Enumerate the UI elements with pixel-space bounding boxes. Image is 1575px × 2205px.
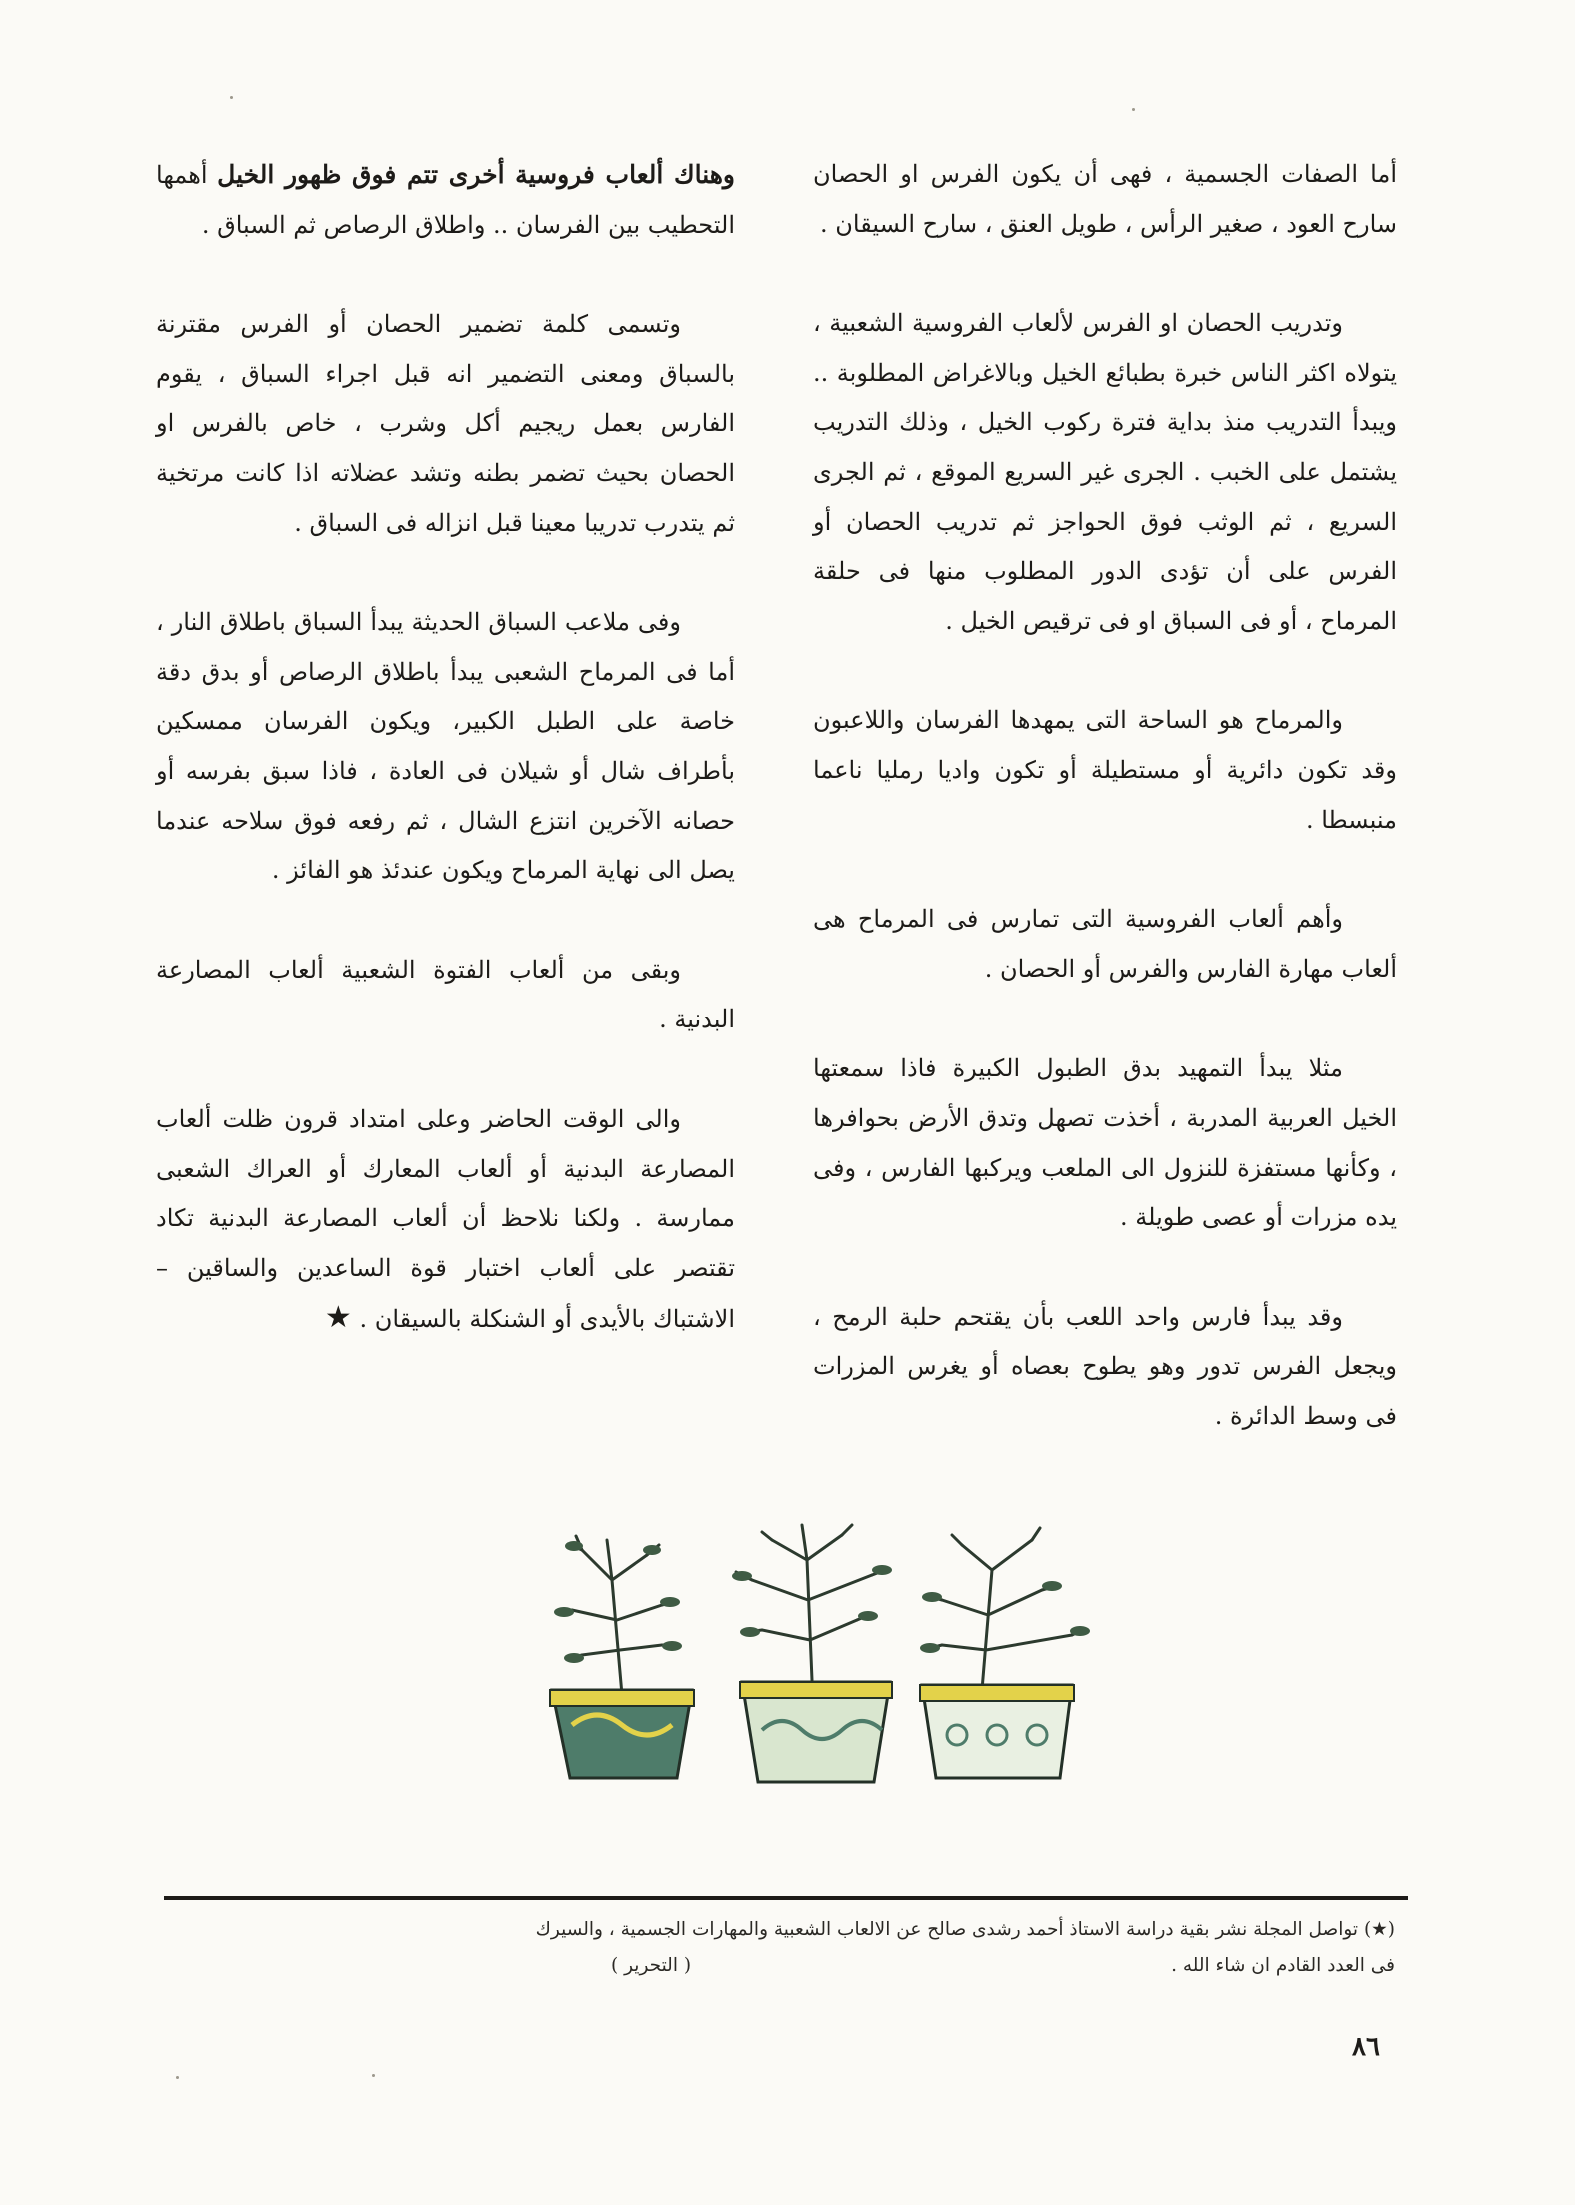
scan-speck	[176, 2076, 179, 2079]
paragraph: والمرماح هو الساحة التى يمهدها الفرسان واللاعبون وقد تكون دائرية أو مستطيلة أو تكون واديا رمليا ناعما منبسطا .	[813, 706, 1397, 834]
paragraph-text: والى الوقت الحاضر وعلى امتداد قرون ظلت ألعاب المصارعة البدنية أو ألعاب المعارك أو العراك الشعبى ممارسة . ولكنا نلاحظ أن ألعاب المصارعة البدنية تكاد تقتصر على ألعاب اختبار قوة الساعدين والساقين – الاشتباك بالأيدى أو الشنكلة بالسيقان .	[156, 1104, 735, 1334]
scan-speck	[1132, 108, 1135, 111]
footnote-divider	[164, 1896, 1408, 1900]
paragraph: وتدريب الحصان او الفرس لألعاب الفروسية الشعبية ، يتولاه اكثر الناس خبرة بطبائع الخيل وبالاغراض المطلوبة .. ويبدأ التدريب منذ بداية فترة ركوب الخيل ، وذلك التدريب يشتمل على الخبب . الجرى غير السريع الموقع ، ثم الجرى السريع ، ثم الوثب فوق الحواجز ثم تدريب الحصان أو الفرس على أن تؤدى الدور المطلوب منها فى حلقة المرماح ، أو فى السباق او فى ترقيص الخيل .	[813, 309, 1398, 635]
right-column	[813, 150, 1397, 1491]
end-star-icon: ★	[324, 1300, 352, 1336]
footnote	[167, 1912, 1395, 1984]
scan-speck	[230, 96, 233, 99]
paragraph: وقد يبدأ فارس واحد اللعب بأن يقتحم حلبة الرمح ، ويجعل الفرس تدور وهو يطوح بعصاه أو يغرس المزرات فى وسط الدائرة .	[813, 1302, 1397, 1430]
paragraph: أما الصفات الجسمية ، فهى أن يكون الفرس او الحصان سارح العود ، صغير الرأس ، طويل العنق ، سارح السيقان .	[813, 160, 1397, 238]
paragraph-lead: وهناك ألعاب فروسية أخرى تتم فوق ظهور الخيل	[217, 160, 735, 189]
footnote-line: (★) تواصل المجلة نشر بقية دراسة الاستاذ أحمد رشدى صالح عن الالعاب الشعبية والمهارات الجسمية ، والسيرك	[535, 1919, 1395, 1940]
flower-pots-illustration	[512, 1520, 1124, 1790]
paragraph: مثلا يبدأ التمهيد بدق الطبول الكبيرة فاذا سمعتها الخيل العربية المدربة ، أخذت تصهل وتدق الأرض بحوافرها ، وكأنها مستفزة للنزول الى الملعب ويركبها الفارس ، وفى يده مزرات أو عصى طويلة .	[813, 1054, 1397, 1232]
footnote-credit: ( التحرير )	[611, 1955, 692, 1976]
footnote-line: فى العدد القادم ان شاء الله .	[1171, 1955, 1395, 1976]
paragraph: وأهم ألعاب الفروسية التى تمارس فى المرماح هى ألعاب مهارة الفارس والفرس أو الحصان .	[813, 905, 1397, 983]
scan-speck	[372, 2074, 375, 2077]
paragraph	[156, 150, 735, 250]
paragraph: وتسمى كلمة تضمير الحصان أو الفرس مقترنة بالسباق ومعنى التضمير انه قبل اجراء السباق ، يقوم الفارس بعمل ريجيم أكل وشرب ، خاص بالفرس او الحصان بحيث تضمر بطنه وتشد عضلاته اذا كانت مرتخية ثم يتدرب تدريبا معينا قبل انزاله فى السباق .	[156, 310, 735, 537]
paragraph: وبقى من ألعاب الفتوة الشعبية ألعاب المصارعة البدنية .	[156, 955, 735, 1034]
page-number: ٨٦	[1352, 2032, 1380, 2062]
paragraph: وفى ملاعب السباق الحديثة يبدأ السباق باطلاق النار ، أما فى المرماح الشعبى يبدأ باطلاق الرصاص أو بدق دقة خاصة على الطبل الكبير، ويكون الفرسان ممسكين بأطراف شال أو شيلان فى العادة ، فاذا سبق بفرسه أو حصانه الآخرين انتزع الشال ، ثم رفعه فوق سلاحه عندما يصل الى نهاية المرماح ويكون عندئذ هو الفائز .	[156, 608, 735, 885]
paragraph	[156, 1095, 735, 1345]
paragraph-text: أهمها التحطيب بين الفرسان .. واطلاق الرصاص ثم السباق .	[156, 161, 735, 239]
left-column	[156, 150, 735, 1345]
